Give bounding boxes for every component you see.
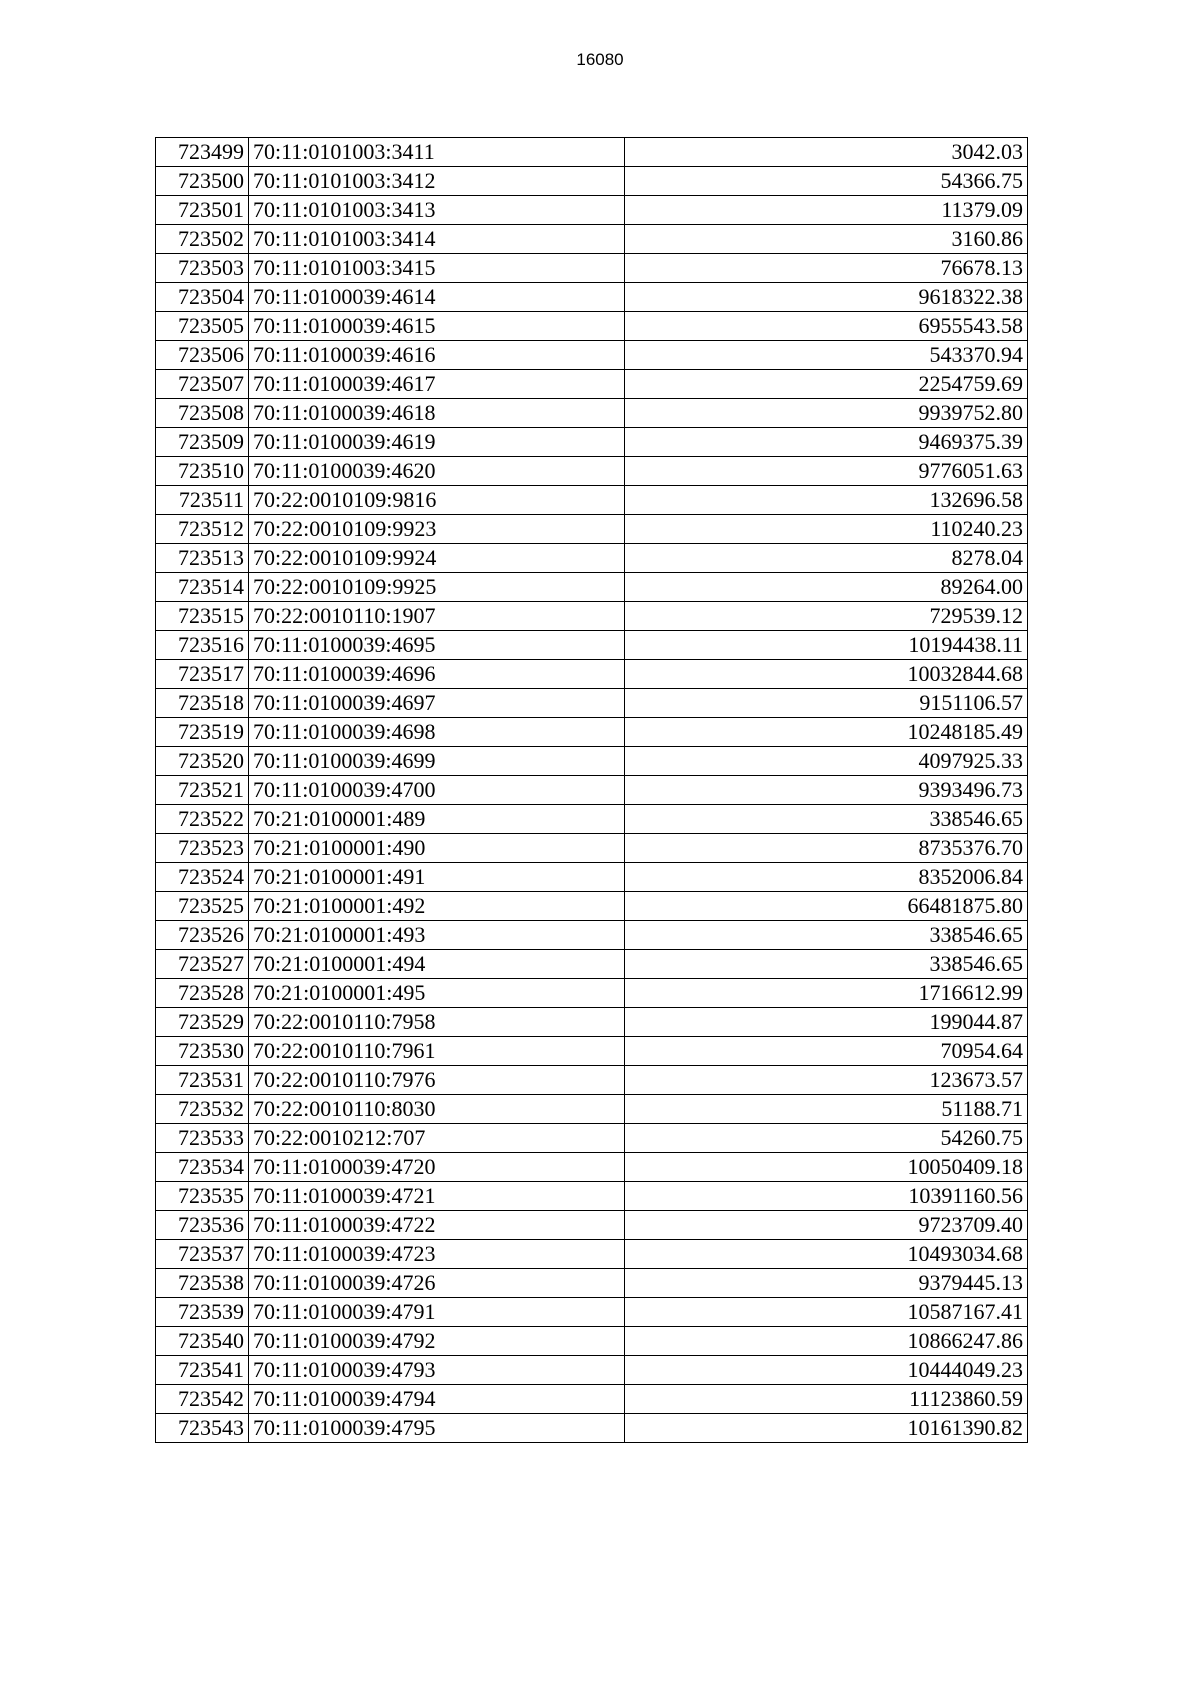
cadastral-number: 70:11:0100039:4698	[249, 718, 625, 747]
cadastral-number: 70:11:0100039:4726	[249, 1269, 625, 1298]
cadastral-value: 543370.94	[625, 341, 1028, 370]
row-number: 723505	[156, 312, 249, 341]
cadastral-value: 9776051.63	[625, 457, 1028, 486]
table-row	[156, 312, 1028, 341]
row-number: 723528	[156, 979, 249, 1008]
table-row	[156, 892, 1028, 921]
row-number: 723522	[156, 805, 249, 834]
cadastral-value: 66481875.80	[625, 892, 1028, 921]
cadastral-number: 70:21:0100001:491	[249, 863, 625, 892]
table-row	[156, 979, 1028, 1008]
row-number: 723519	[156, 718, 249, 747]
row-number: 723507	[156, 370, 249, 399]
row-number: 723514	[156, 573, 249, 602]
cadastral-number: 70:11:0100039:4697	[249, 689, 625, 718]
table-row	[156, 718, 1028, 747]
table-row	[156, 921, 1028, 950]
cadastral-number: 70:11:0100039:4792	[249, 1327, 625, 1356]
row-number: 723531	[156, 1066, 249, 1095]
cadastral-value: 11123860.59	[625, 1385, 1028, 1414]
cadastral-number: 70:11:0101003:3411	[249, 138, 625, 167]
table-row	[156, 486, 1028, 515]
cadastral-number: 70:22:0010109:9925	[249, 573, 625, 602]
row-number: 723542	[156, 1385, 249, 1414]
cadastral-number: 70:11:0100039:4617	[249, 370, 625, 399]
cadastral-value: 3042.03	[625, 138, 1028, 167]
cadastral-value: 76678.13	[625, 254, 1028, 283]
cadastral-number: 70:21:0100001:489	[249, 805, 625, 834]
cadastral-value-table	[155, 137, 1028, 1443]
cadastral-number: 70:11:0101003:3415	[249, 254, 625, 283]
cadastral-value: 8278.04	[625, 544, 1028, 573]
cadastral-value: 10248185.49	[625, 718, 1028, 747]
row-number: 723509	[156, 428, 249, 457]
table-row	[156, 1269, 1028, 1298]
cadastral-value: 110240.23	[625, 515, 1028, 544]
table-row	[156, 747, 1028, 776]
cadastral-number: 70:11:0101003:3414	[249, 225, 625, 254]
row-number: 723508	[156, 399, 249, 428]
cadastral-value: 9379445.13	[625, 1269, 1028, 1298]
table-row	[156, 428, 1028, 457]
cadastral-value: 54366.75	[625, 167, 1028, 196]
cadastral-value: 2254759.69	[625, 370, 1028, 399]
page-number: 16080	[576, 50, 624, 69]
table-row	[156, 1095, 1028, 1124]
cadastral-value: 729539.12	[625, 602, 1028, 631]
row-number: 723524	[156, 863, 249, 892]
cadastral-number: 70:22:0010110:7958	[249, 1008, 625, 1037]
table-row	[156, 544, 1028, 573]
cadastral-value: 338546.65	[625, 950, 1028, 979]
cadastral-value: 9939752.80	[625, 399, 1028, 428]
cadastral-number: 70:22:0010109:9924	[249, 544, 625, 573]
row-number: 723532	[156, 1095, 249, 1124]
row-number: 723502	[156, 225, 249, 254]
table-row	[156, 370, 1028, 399]
cadastral-number: 70:11:0100039:4795	[249, 1414, 625, 1443]
row-number: 723512	[156, 515, 249, 544]
row-number: 723503	[156, 254, 249, 283]
row-number: 723518	[156, 689, 249, 718]
row-number: 723520	[156, 747, 249, 776]
table-row	[156, 515, 1028, 544]
row-number: 723536	[156, 1211, 249, 1240]
cadastral-value: 6955543.58	[625, 312, 1028, 341]
cadastral-number: 70:11:0100039:4699	[249, 747, 625, 776]
table-row	[156, 805, 1028, 834]
row-number: 723510	[156, 457, 249, 486]
cadastral-value: 338546.65	[625, 921, 1028, 950]
cadastral-number: 70:11:0100039:4695	[249, 631, 625, 660]
cadastral-number: 70:22:0010109:9816	[249, 486, 625, 515]
row-number: 723538	[156, 1269, 249, 1298]
cadastral-number: 70:11:0100039:4791	[249, 1298, 625, 1327]
table-row	[156, 283, 1028, 312]
cadastral-value: 199044.87	[625, 1008, 1028, 1037]
table-row	[156, 254, 1028, 283]
cadastral-value: 3160.86	[625, 225, 1028, 254]
table-row	[156, 1182, 1028, 1211]
cadastral-value: 11379.09	[625, 196, 1028, 225]
cadastral-number: 70:22:0010110:8030	[249, 1095, 625, 1124]
row-number: 723543	[156, 1414, 249, 1443]
cadastral-value: 89264.00	[625, 573, 1028, 602]
table-row	[156, 399, 1028, 428]
table-row	[156, 1327, 1028, 1356]
table-row	[156, 1066, 1028, 1095]
row-number: 723511	[156, 486, 249, 515]
cadastral-number: 70:11:0101003:3412	[249, 167, 625, 196]
table-row	[156, 1153, 1028, 1182]
cadastral-value: 10391160.56	[625, 1182, 1028, 1211]
table-row	[156, 776, 1028, 805]
table-row	[156, 1008, 1028, 1037]
table-row	[156, 341, 1028, 370]
row-number: 723500	[156, 167, 249, 196]
table-row	[156, 167, 1028, 196]
row-number: 723537	[156, 1240, 249, 1269]
table-row	[156, 863, 1028, 892]
table-row	[156, 1298, 1028, 1327]
cadastral-value: 10161390.82	[625, 1414, 1028, 1443]
cadastral-number: 70:21:0100001:493	[249, 921, 625, 950]
cadastral-value: 338546.65	[625, 805, 1028, 834]
row-number: 723513	[156, 544, 249, 573]
row-number: 723535	[156, 1182, 249, 1211]
row-number: 723529	[156, 1008, 249, 1037]
row-number: 723526	[156, 921, 249, 950]
table-row	[156, 196, 1028, 225]
cadastral-number: 70:11:0100039:4620	[249, 457, 625, 486]
table-row	[156, 1211, 1028, 1240]
cadastral-value: 4097925.33	[625, 747, 1028, 776]
cadastral-value: 54260.75	[625, 1124, 1028, 1153]
cadastral-number: 70:11:0100039:4614	[249, 283, 625, 312]
cadastral-number: 70:11:0101003:3413	[249, 196, 625, 225]
row-number: 723506	[156, 341, 249, 370]
cadastral-value: 132696.58	[625, 486, 1028, 515]
cadastral-number: 70:11:0100039:4793	[249, 1356, 625, 1385]
cadastral-value: 9618322.38	[625, 283, 1028, 312]
cadastral-value: 123673.57	[625, 1066, 1028, 1095]
table-row	[156, 660, 1028, 689]
table-body	[156, 138, 1028, 1443]
cadastral-value: 10444049.23	[625, 1356, 1028, 1385]
cadastral-value: 10866247.86	[625, 1327, 1028, 1356]
cadastral-number: 70:11:0100039:4794	[249, 1385, 625, 1414]
row-number: 723541	[156, 1356, 249, 1385]
cadastral-number: 70:11:0100039:4696	[249, 660, 625, 689]
table-row	[156, 573, 1028, 602]
cadastral-number: 70:22:0010109:9923	[249, 515, 625, 544]
table-row	[156, 1124, 1028, 1153]
cadastral-number: 70:22:0010110:7976	[249, 1066, 625, 1095]
cadastral-value: 51188.71	[625, 1095, 1028, 1124]
row-number: 723530	[156, 1037, 249, 1066]
row-number: 723504	[156, 283, 249, 312]
row-number: 723527	[156, 950, 249, 979]
cadastral-value: 9469375.39	[625, 428, 1028, 457]
table-row	[156, 225, 1028, 254]
row-number: 723533	[156, 1124, 249, 1153]
row-number: 723515	[156, 602, 249, 631]
row-number: 723539	[156, 1298, 249, 1327]
table-row	[156, 1240, 1028, 1269]
cadastral-number: 70:11:0100039:4618	[249, 399, 625, 428]
cadastral-value: 9151106.57	[625, 689, 1028, 718]
cadastral-number: 70:11:0100039:4616	[249, 341, 625, 370]
cadastral-value: 1716612.99	[625, 979, 1028, 1008]
cadastral-number: 70:11:0100039:4720	[249, 1153, 625, 1182]
cadastral-number: 70:21:0100001:495	[249, 979, 625, 1008]
table-row	[156, 1385, 1028, 1414]
row-number: 723501	[156, 196, 249, 225]
cadastral-number: 70:11:0100039:4722	[249, 1211, 625, 1240]
table-row	[156, 950, 1028, 979]
row-number: 723534	[156, 1153, 249, 1182]
cadastral-value: 9393496.73	[625, 776, 1028, 805]
cadastral-number: 70:22:0010110:7961	[249, 1037, 625, 1066]
table-row	[156, 1037, 1028, 1066]
cadastral-value: 70954.64	[625, 1037, 1028, 1066]
row-number: 723499	[156, 138, 249, 167]
table-row	[156, 689, 1028, 718]
cadastral-value: 10493034.68	[625, 1240, 1028, 1269]
cadastral-number: 70:11:0100039:4615	[249, 312, 625, 341]
cadastral-value: 8735376.70	[625, 834, 1028, 863]
cadastral-number: 70:21:0100001:492	[249, 892, 625, 921]
row-number: 723523	[156, 834, 249, 863]
row-number: 723517	[156, 660, 249, 689]
row-number: 723516	[156, 631, 249, 660]
cadastral-value: 10587167.41	[625, 1298, 1028, 1327]
cadastral-number: 70:22:0010110:1907	[249, 602, 625, 631]
row-number: 723540	[156, 1327, 249, 1356]
cadastral-value: 10194438.11	[625, 631, 1028, 660]
cadastral-value: 10050409.18	[625, 1153, 1028, 1182]
cadastral-number: 70:11:0100039:4723	[249, 1240, 625, 1269]
table-row	[156, 138, 1028, 167]
table-row	[156, 631, 1028, 660]
cadastral-number: 70:11:0100039:4700	[249, 776, 625, 805]
table-row	[156, 1414, 1028, 1443]
table-row	[156, 602, 1028, 631]
cadastral-value: 9723709.40	[625, 1211, 1028, 1240]
table-row	[156, 1356, 1028, 1385]
cadastral-value: 8352006.84	[625, 863, 1028, 892]
table-row	[156, 457, 1028, 486]
cadastral-number: 70:11:0100039:4721	[249, 1182, 625, 1211]
row-number: 723521	[156, 776, 249, 805]
cadastral-number: 70:11:0100039:4619	[249, 428, 625, 457]
cadastral-number: 70:22:0010212:707	[249, 1124, 625, 1153]
cadastral-number: 70:21:0100001:494	[249, 950, 625, 979]
cadastral-value: 10032844.68	[625, 660, 1028, 689]
table-row	[156, 834, 1028, 863]
row-number: 723525	[156, 892, 249, 921]
cadastral-number: 70:21:0100001:490	[249, 834, 625, 863]
